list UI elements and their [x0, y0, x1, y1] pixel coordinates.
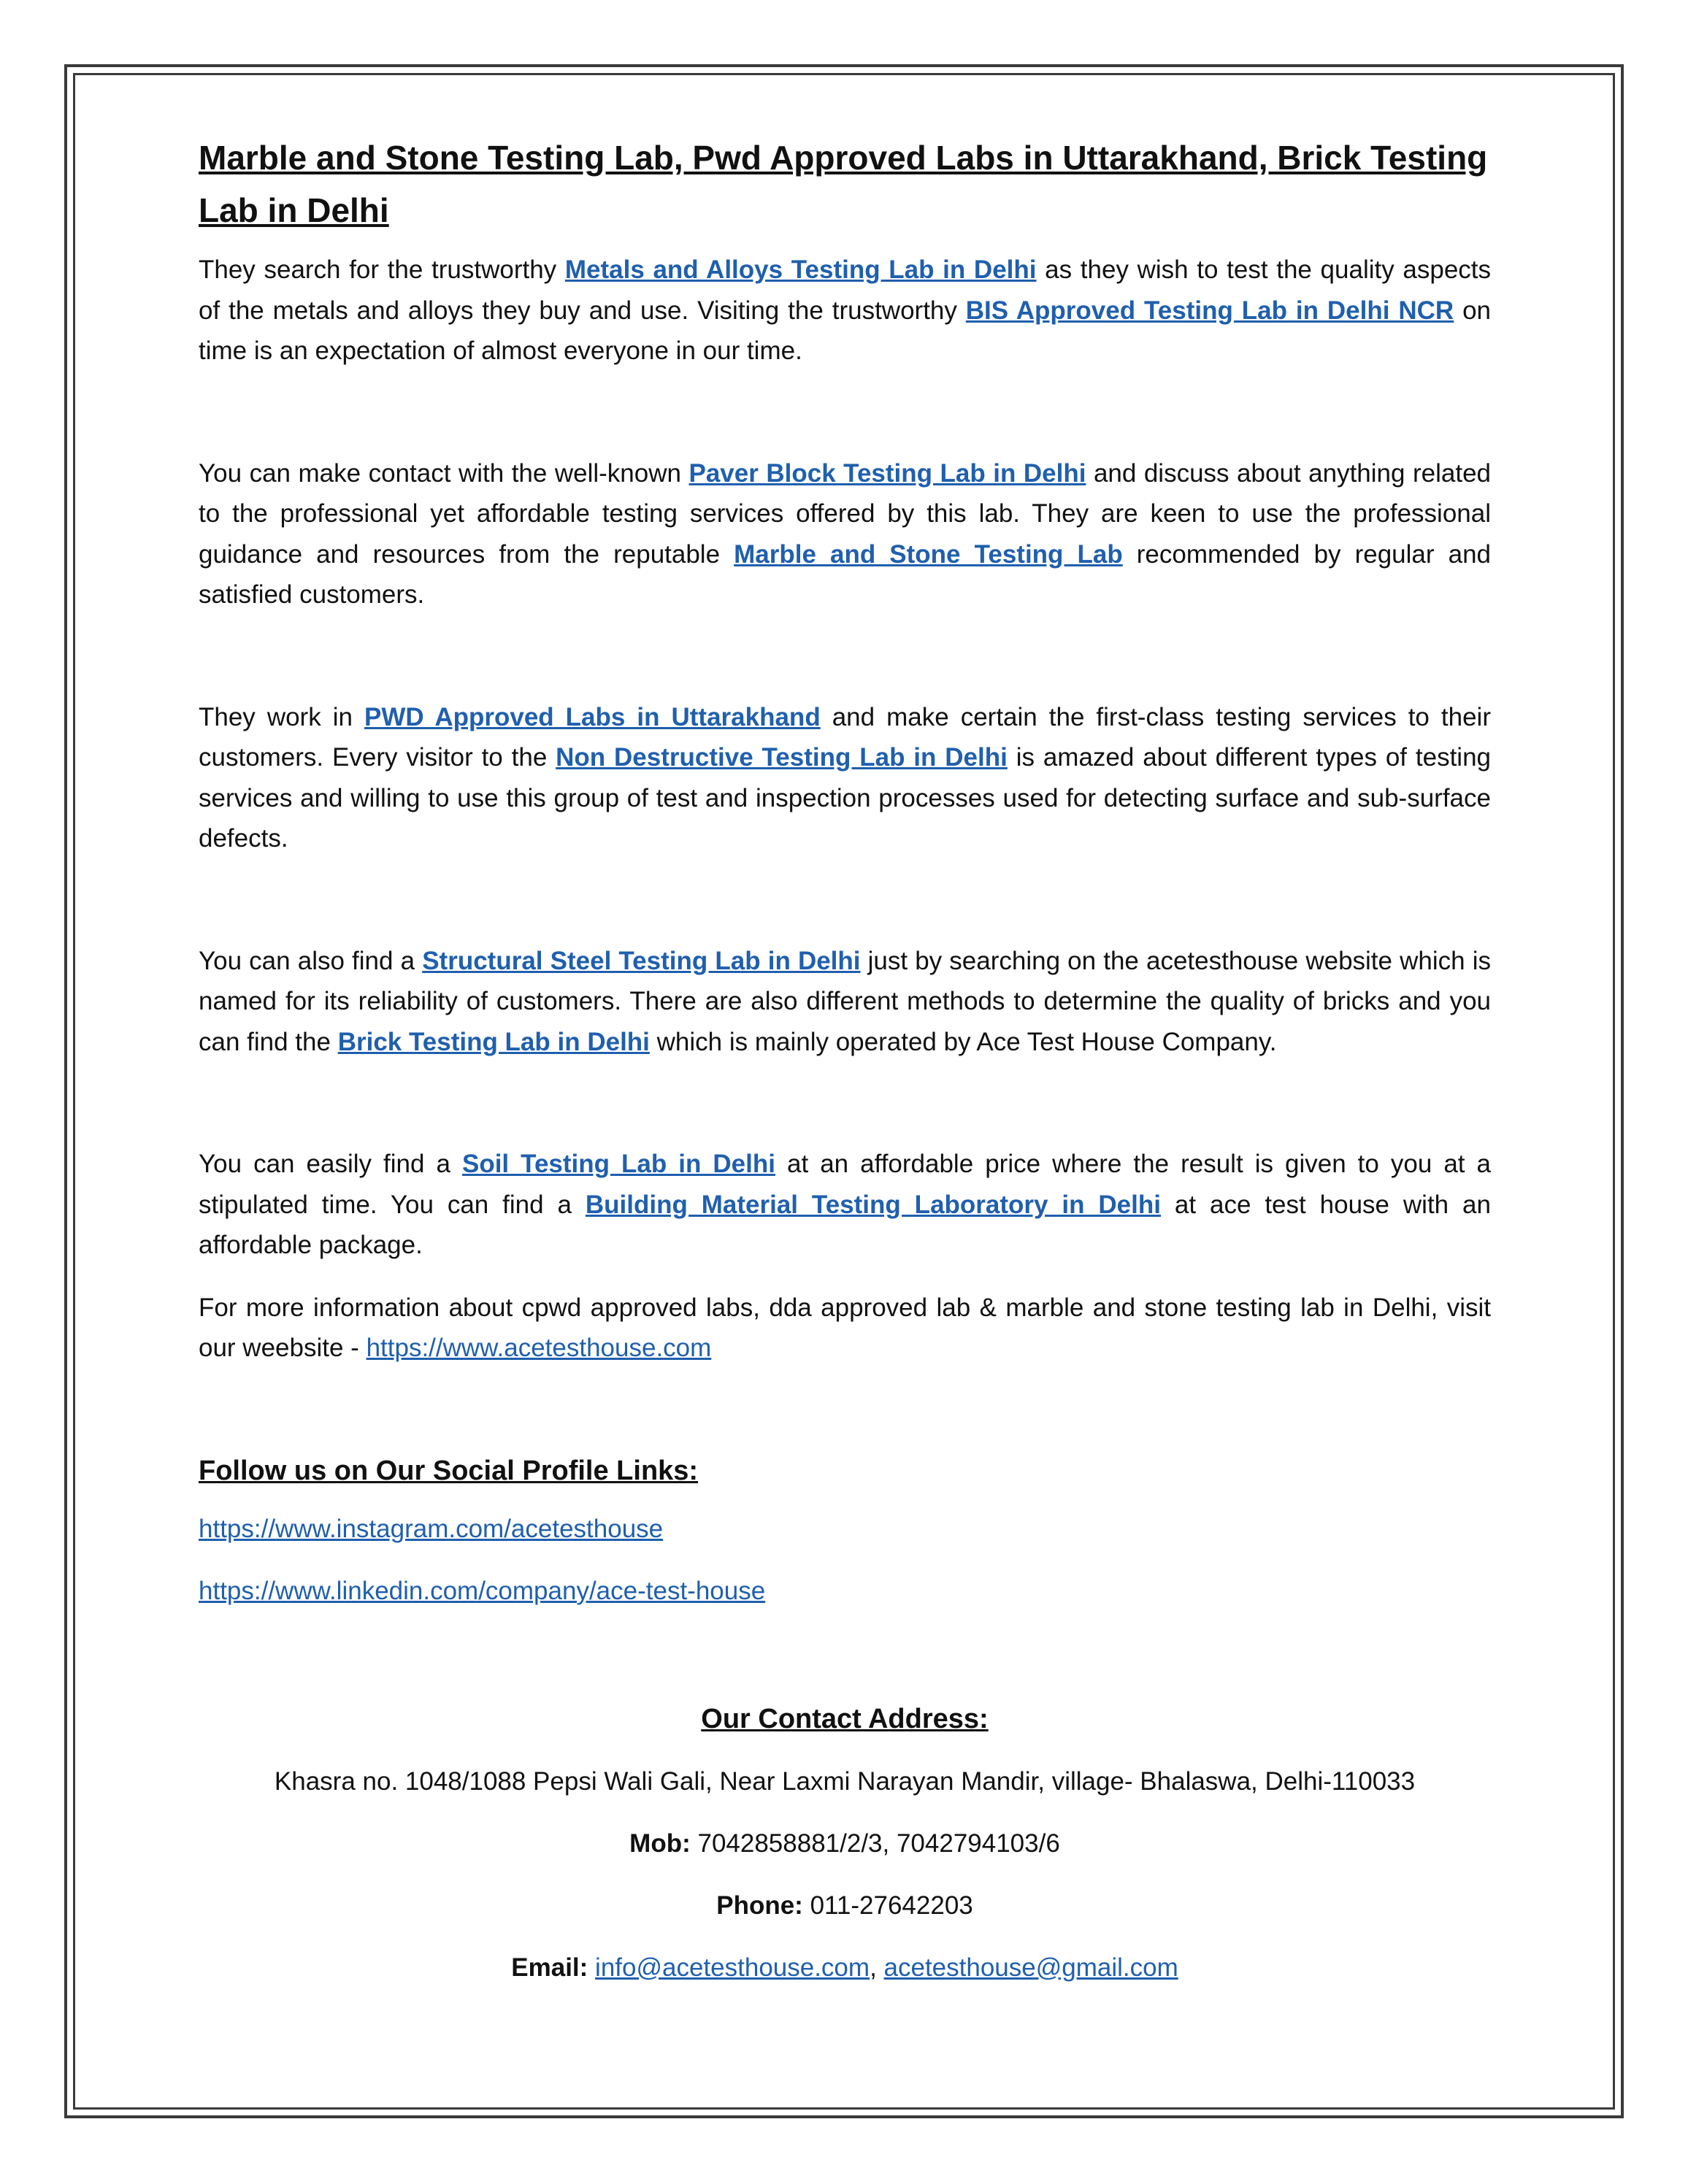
paragraph-text: You can easily find a	[199, 1150, 462, 1178]
mobile-label: Mob:	[629, 1829, 691, 1858]
paragraph-text: which is mainly operated by Ace Test House Company.	[649, 1027, 1277, 1056]
paragraph-soil	[199, 1144, 1491, 1266]
spacer	[199, 1062, 1491, 1144]
phone-label: Phone:	[716, 1891, 803, 1920]
paragraph-metals	[199, 250, 1491, 372]
contact-heading: Our Contact Address:	[701, 1703, 989, 1734]
paragraph-text: You can make contact with the well-known	[199, 458, 689, 488]
document-body	[199, 131, 1491, 1988]
link-email-gmail[interactable]: acetesthouse@gmail.com	[883, 1953, 1178, 1982]
contact-address: Khasra no. 1048/1088 Pepsi Wali Gali, Near Laxmi Narayan Mandir, village- Bhalaswa, Delhi-110033	[274, 1766, 1416, 1796]
link-website[interactable]: https://www.acetesthouse.com	[366, 1334, 712, 1362]
spacer	[199, 1864, 1491, 1885]
spacer	[199, 1741, 1491, 1761]
social-link-row	[199, 1571, 1491, 1611]
paragraph-text: They work in	[199, 702, 364, 731]
link-brick-testing-lab[interactable]: Brick Testing Lab in Delhi	[337, 1027, 650, 1056]
spacer	[199, 1493, 1491, 1509]
paragraph-text: They search for the trustworthy	[199, 255, 565, 284]
link-marble-stone-lab[interactable]: Marble and Stone Testing Lab	[734, 539, 1123, 569]
paragraph-text: just by searching on the acetesthouse website which is named for its reliability of customers. There are also different methods to determine the quality of bricks and you can find the	[199, 946, 1491, 1056]
contact-phone	[199, 1885, 1491, 1926]
link-email-info[interactable]: info@acetesthouse.com	[595, 1953, 870, 1982]
email-separator: ,	[870, 1953, 884, 1982]
paragraph-text: at ace test house with an affordable package.	[199, 1190, 1491, 1259]
link-pwd-uttarakhand[interactable]: PWD Approved Labs in Uttarakhand	[364, 702, 821, 731]
email-label: Email:	[511, 1953, 588, 1982]
social-link-row	[199, 1509, 1491, 1549]
spacer	[199, 1926, 1491, 1947]
link-soil-testing-lab[interactable]: Soil Testing Lab in Delhi	[461, 1150, 775, 1178]
link-building-material-lab[interactable]: Building Material Testing Laboratory in Delhi	[585, 1190, 1161, 1219]
spacer	[199, 1549, 1491, 1571]
paragraph-text: is amazed about different types of testing services and willing to use this group of test and inspection processes used for detecting surface and sub-surface defects.	[199, 743, 1492, 853]
paragraph-text: on time is an expectation of almost everyone in our time.	[199, 296, 1492, 365]
paragraph-text: as they wish to test the quality aspects of the metals and alloys they buy and use. Visiting the trustworthy	[199, 255, 1492, 325]
paragraph-text: For more information about cpwd approved labs, dda approved lab & marble and stone testing lab in Delhi, visit our weebsite -	[199, 1293, 1491, 1362]
phone-value: 011-27642203	[802, 1891, 973, 1920]
link-linkedin[interactable]: https://www.linkedin.com/company/ace-test-house	[199, 1576, 766, 1605]
paragraph-text: and make certain the first-class testing services to their customers. Every visitor to the	[199, 702, 1491, 772]
link-paver-block-lab[interactable]: Paver Block Testing Lab in Delhi	[688, 458, 1086, 488]
contact-mobile	[199, 1823, 1491, 1864]
spacer	[199, 1266, 1491, 1288]
document-title: Marble and Stone Testing Lab, Pwd Approved Labs in Uttarakhand, Brick Testing Lab in Delhi	[199, 139, 1488, 229]
link-metals-alloys-lab[interactable]: Metals and Alloys Testing Lab in Delhi	[564, 255, 1037, 284]
social-heading: Follow us on Our Social Profile Links:	[199, 1455, 699, 1486]
paragraph-text: You can also find a	[199, 946, 423, 975]
spacer	[199, 615, 1491, 697]
spacer	[199, 1802, 1491, 1823]
link-bis-approved-lab[interactable]: BIS Approved Testing Lab in Delhi NCR	[965, 296, 1454, 325]
paragraph-paver	[199, 453, 1491, 615]
paragraph-more-info	[199, 1288, 1491, 1369]
link-structural-steel-lab[interactable]: Structural Steel Testing Lab in Delhi	[422, 946, 861, 975]
spacer	[199, 1369, 1491, 1449]
mobile-value: 7042858881/2/3, 7042794103/6	[690, 1829, 1060, 1858]
paragraph-text: and discuss about anything related to the professional yet affordable testing services offered by this lab. They are keen to use the professional guidance and resources from the reputable	[199, 458, 1491, 569]
paragraph-text: at an affordable price where the result is given to you at a stipulated time. You can find a	[199, 1150, 1491, 1219]
spacer	[199, 859, 1491, 941]
spacer	[199, 1611, 1491, 1697]
spacer	[199, 372, 1491, 453]
link-instagram[interactable]: https://www.instagram.com/acetesthouse	[199, 1514, 664, 1543]
paragraph-text: recommended by regular and satisfied customers.	[199, 539, 1492, 609]
paragraph-pwd	[199, 697, 1491, 859]
contact-email	[199, 1947, 1491, 1988]
link-non-destructive-lab[interactable]: Non Destructive Testing Lab in Delhi	[556, 743, 1008, 772]
paragraph-structural	[199, 941, 1491, 1063]
